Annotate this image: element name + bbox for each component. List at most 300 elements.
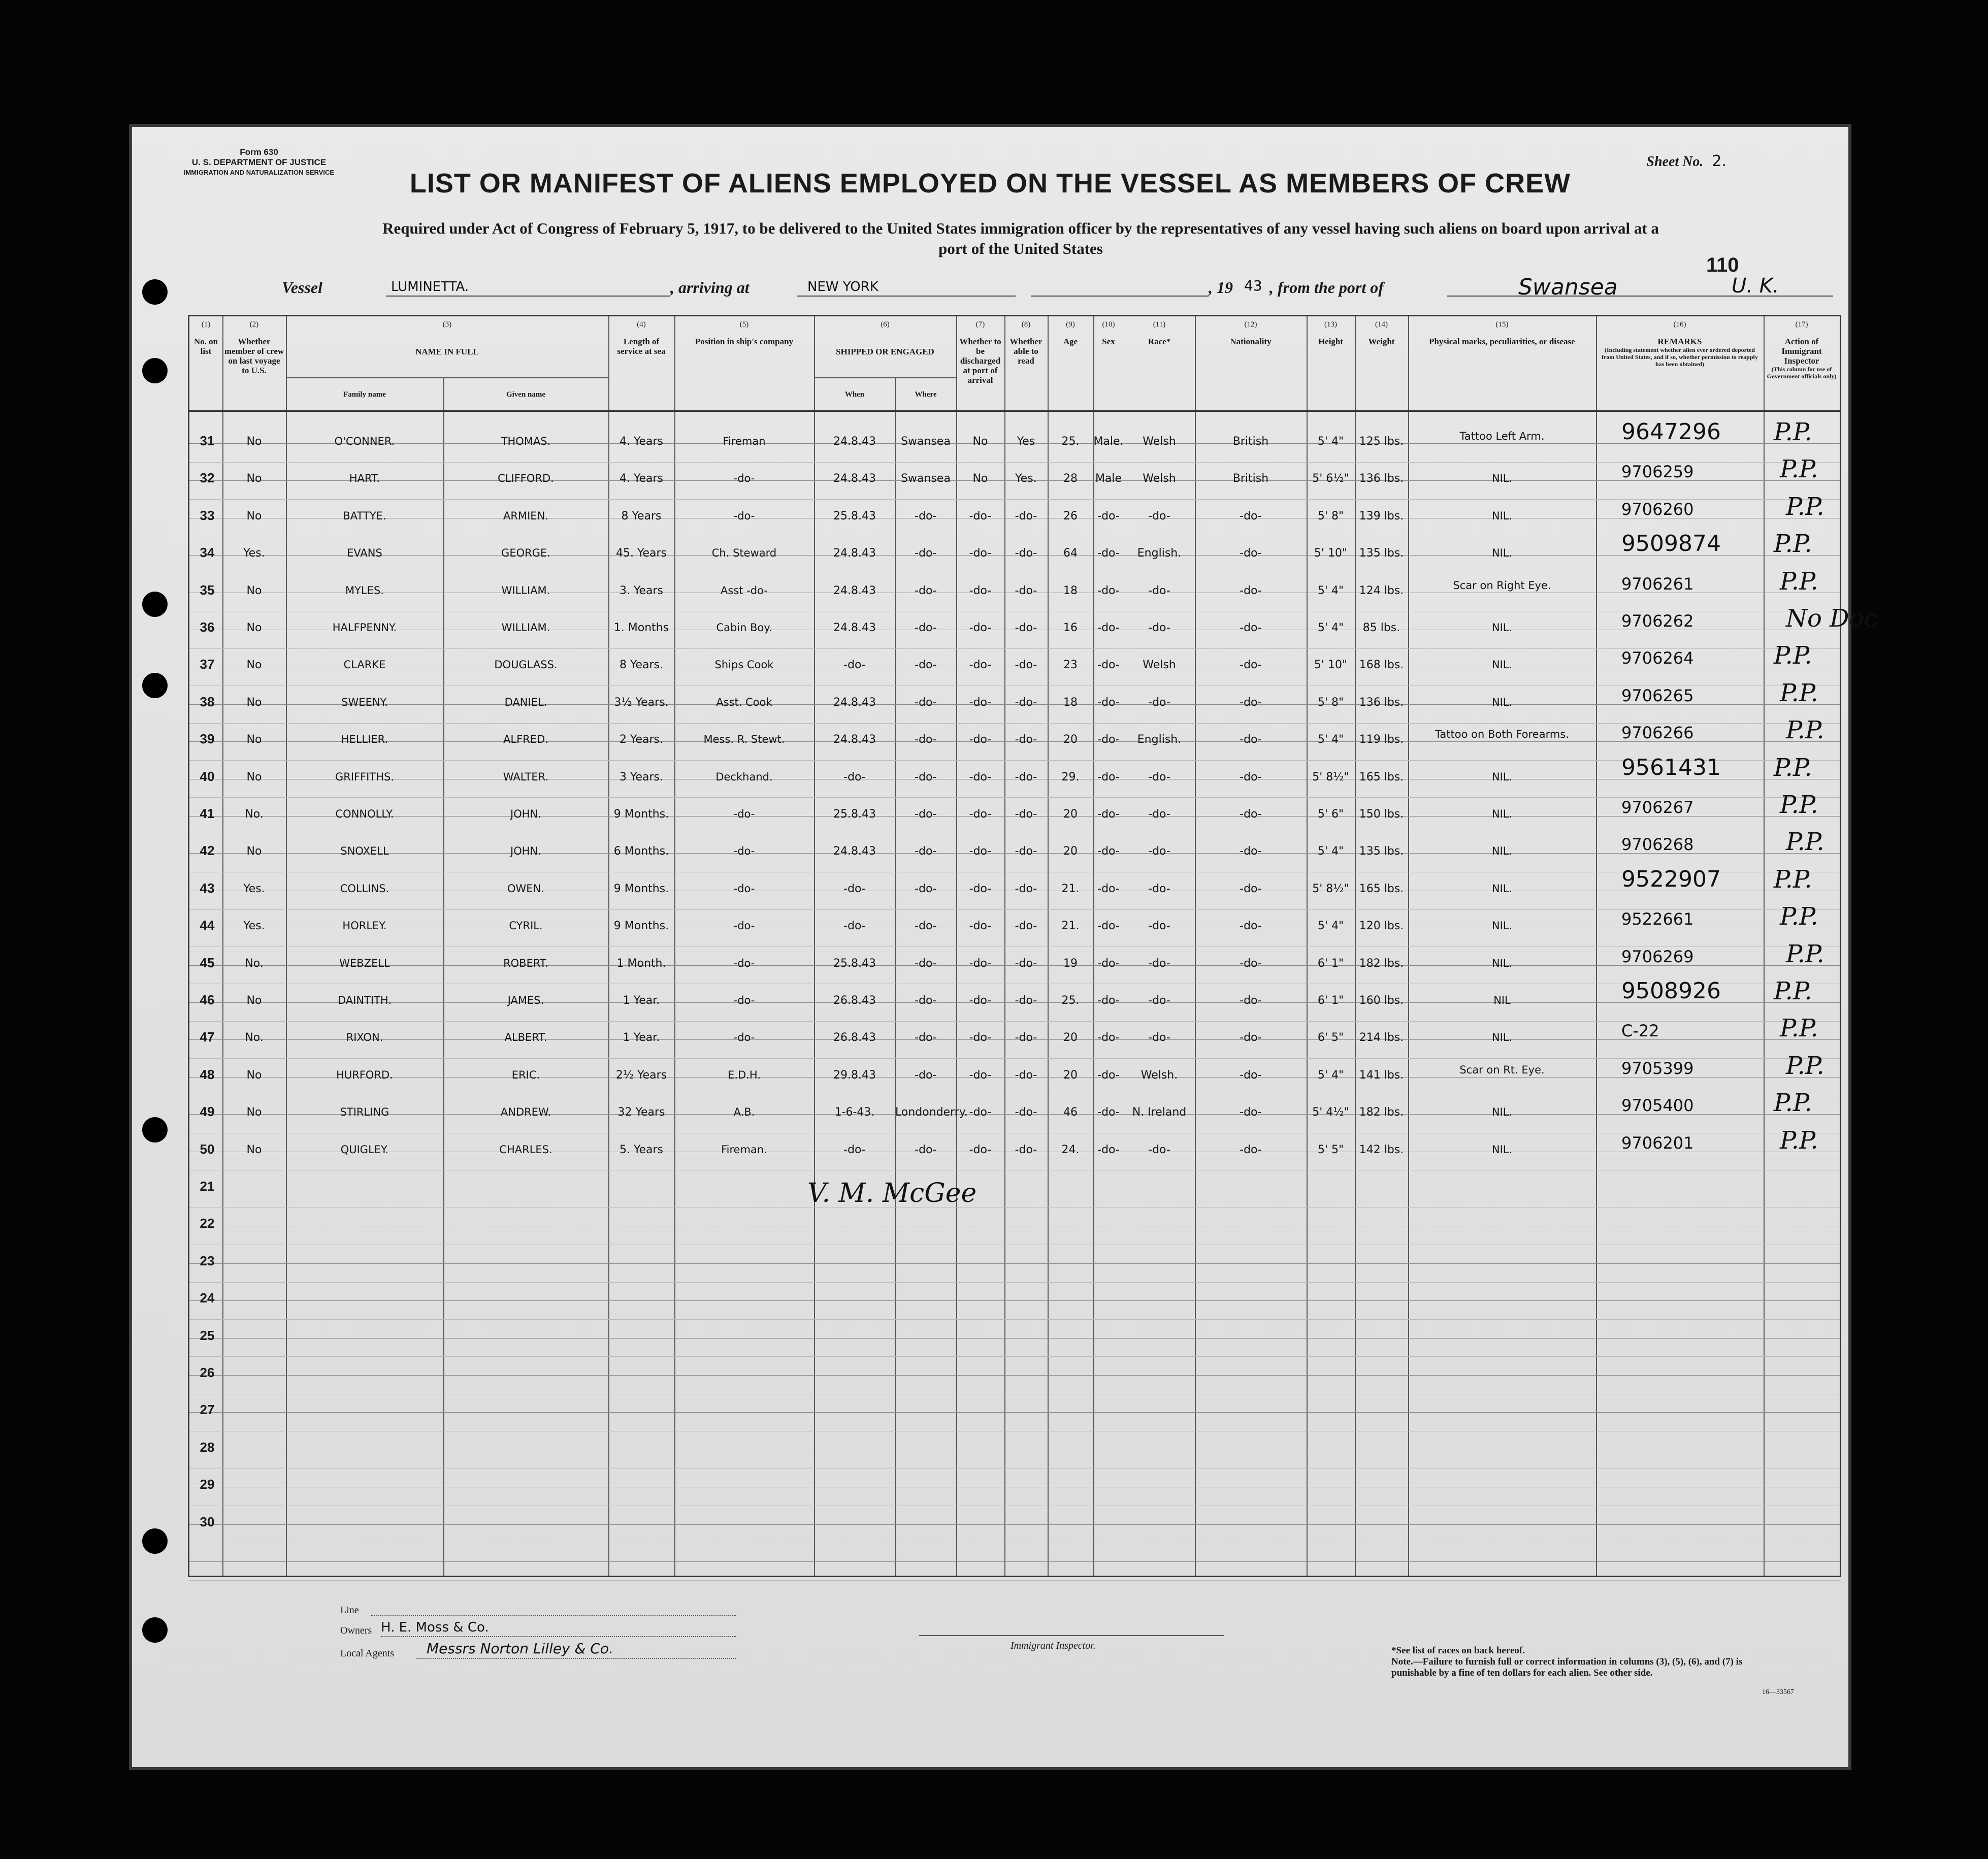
cell-nationality: -do-: [1240, 1106, 1262, 1119]
cell-age: 20: [1063, 1031, 1078, 1044]
column-header: NAME IN FULL: [415, 347, 479, 356]
cell-nationality: -do-: [1240, 883, 1262, 895]
departure-country: U. K.: [1732, 274, 1779, 298]
cell-discharge: -do-: [969, 808, 992, 821]
printer-code: 16—33567: [1762, 1688, 1794, 1696]
cell-remark: 9706269: [1621, 947, 1694, 966]
cell-age: 29.: [1061, 771, 1080, 784]
cell-read: -do-: [1015, 1031, 1037, 1044]
cell-family: WEBZELL: [339, 957, 390, 969]
cell-marks: NIL.: [1491, 771, 1513, 783]
subtitle-line-1: Required under Act of Congress of February 5, 1917, to be delivered to the United States immigration officer by the representatives of any vessel having such aliens on board upon arrival at a: [382, 219, 1659, 237]
cell-height: 5' 8": [1317, 510, 1344, 523]
cell-marks: NIL.: [1491, 547, 1513, 559]
cell-height: 5' 8½": [1312, 771, 1349, 784]
cell-prev: No: [246, 994, 262, 1007]
cell-inspector-action: P.P.: [1774, 530, 1812, 558]
cell-prev: No.: [245, 1031, 264, 1044]
cell-read: -do-: [1015, 957, 1037, 970]
cell-inspector-action: P.P.: [1786, 828, 1824, 856]
cell-nationality: -do-: [1240, 957, 1262, 970]
cell-service: 9 Months.: [613, 883, 669, 895]
column-number: (4): [637, 320, 646, 329]
cell-inspector-action: P.P.: [1780, 1014, 1818, 1042]
column-number: (11): [1153, 320, 1166, 329]
cell-read: -do-: [1015, 883, 1037, 895]
cell-position: -do-: [733, 920, 755, 932]
cell-family: HELLIER.: [341, 733, 388, 745]
cell-given: JAMES.: [507, 994, 544, 1006]
cell-weight: 182 lbs.: [1359, 957, 1404, 970]
cell-race: -do-: [1148, 808, 1170, 821]
cell-prev: No: [246, 584, 262, 597]
cell-height: 5' 4": [1317, 584, 1344, 597]
cell-nationality: -do-: [1240, 1031, 1262, 1044]
cell-family: RIXON.: [346, 1031, 383, 1043]
cell-sex: -do-: [1097, 920, 1120, 932]
cell-marks: NIL.: [1491, 883, 1513, 895]
row-number: 26: [200, 1365, 215, 1380]
cell-given: ARMIEN.: [503, 510, 548, 522]
cell-where: Swansea: [901, 472, 951, 485]
cell-weight: 182 lbs.: [1359, 1106, 1404, 1119]
column-header: Physical marks, peculiarities, or disease: [1429, 337, 1575, 346]
cell-prev: No: [246, 733, 262, 746]
cell-weight: 124 lbs.: [1359, 584, 1404, 597]
cell-marks: NIL.: [1491, 957, 1513, 969]
remarks-instruction: (Including statement whether alien ever ordered deported from United States, and if so, whether permission to reapply has been obtained): [1602, 346, 1758, 368]
row-number: 28: [200, 1440, 215, 1455]
cell-read: -do-: [1015, 547, 1037, 560]
cell-age: 24.: [1061, 1144, 1080, 1156]
cell-remark: 9509874: [1621, 531, 1721, 557]
cell-given: WILLIAM.: [501, 584, 550, 597]
owners-label: Owners: [340, 1625, 372, 1636]
cell-where: -do-: [915, 659, 937, 671]
cell-race: -do-: [1148, 622, 1170, 634]
races-note: *See list of races on back hereof.: [1391, 1645, 1525, 1656]
cell-race: -do-: [1148, 920, 1170, 932]
cell-discharge: -do-: [969, 883, 992, 895]
cell-marks: NIL.: [1491, 472, 1513, 484]
cell-discharge: -do-: [969, 659, 992, 671]
cell-family: DAINTITH.: [337, 994, 392, 1006]
column-number: (15): [1495, 320, 1509, 329]
cell-marks: Tattoo on Both Forearms.: [1435, 728, 1569, 740]
cell-service: 1 Year.: [623, 994, 660, 1007]
cell-remark: 9706261: [1621, 574, 1694, 594]
cell-marks: NIL.: [1491, 696, 1513, 708]
row-number: 34: [200, 545, 215, 560]
cell-age: 28: [1063, 472, 1078, 485]
cell-service: 9 Months.: [613, 808, 669, 821]
cell-family: MYLES.: [345, 584, 384, 597]
cell-where: Swansea: [901, 435, 951, 448]
cell-inspector-action: P.P.: [1786, 940, 1824, 968]
line-label: Line: [340, 1605, 359, 1616]
inspector-label: Immigrant Inspector.: [1011, 1640, 1096, 1651]
cell-where: -do-: [915, 957, 937, 970]
row-number: 25: [200, 1328, 215, 1343]
cell-weight: 168 lbs.: [1359, 659, 1404, 671]
cell-family: QUIGLEY.: [340, 1144, 389, 1156]
cell-family: HALFPENNY.: [332, 622, 397, 634]
cell-position: -do-: [733, 1031, 755, 1043]
cell-when: 24.8.43: [833, 845, 876, 858]
cell-marks: NIL.: [1491, 920, 1513, 932]
cell-when: 1-6-43.: [834, 1106, 875, 1119]
cell-remark: 9705399: [1621, 1059, 1694, 1078]
cell-position: -do-: [733, 845, 755, 857]
column-header: Action of Immigrant Inspector (This column for use of Government officials only): [1765, 337, 1838, 380]
sub-column-header: Where: [915, 390, 937, 399]
cell-height: 6' 1": [1317, 957, 1344, 970]
cell-discharge: -do-: [969, 733, 992, 746]
row-number: 49: [200, 1104, 215, 1119]
cell-given: ALFRED.: [503, 733, 548, 745]
cell-given: JOHN.: [510, 808, 541, 820]
cell-given: GEORGE.: [501, 547, 550, 559]
cell-remark: 9561431: [1621, 755, 1721, 780]
column-number: (6): [881, 320, 890, 329]
agents-value: Messrs Norton Lilley & Co.: [427, 1640, 613, 1657]
cell-sex: -do-: [1097, 622, 1120, 634]
row-number: 30: [200, 1514, 215, 1529]
vessel-label: Vessel: [282, 278, 322, 297]
cell-family: HART.: [349, 472, 380, 484]
cell-height: 5' 10": [1314, 659, 1348, 671]
row-number: 41: [200, 806, 215, 821]
year-prefix: , 19: [1209, 278, 1233, 297]
cell-given: OWEN.: [507, 883, 544, 895]
row-number: 32: [200, 470, 215, 485]
cell-given: ERIC.: [511, 1069, 540, 1081]
cell-discharge: -do-: [969, 920, 992, 932]
cell-position: -do-: [733, 510, 755, 522]
cell-remark: 9522907: [1621, 866, 1721, 892]
cell-sex: -do-: [1097, 510, 1120, 523]
service-name: IMMIGRATION AND NATURALIZATION SERVICE: [183, 169, 335, 176]
cell-discharge: -do-: [969, 1031, 992, 1044]
cell-given: CHARLES.: [499, 1144, 552, 1156]
cell-sex: -do-: [1097, 547, 1120, 560]
cell-nationality: British: [1232, 435, 1269, 448]
cell-prev: No: [246, 696, 262, 709]
cell-where: -do-: [915, 733, 937, 746]
row-number: 27: [200, 1402, 215, 1417]
cell-race: English.: [1137, 733, 1182, 746]
cell-given: DANIEL.: [504, 696, 547, 708]
cell-sex: -do-: [1097, 584, 1120, 597]
cell-height: 5' 4": [1317, 1069, 1344, 1082]
cell-prev: No.: [245, 808, 264, 821]
cell-race: Welsh.: [1140, 1069, 1178, 1082]
column-number: (16): [1673, 320, 1686, 329]
cell-height: 5' 8½": [1312, 883, 1349, 895]
cell-remark: 9706268: [1621, 835, 1694, 854]
officer-signature: V. M. McGee: [807, 1178, 977, 1209]
cell-given: DOUGLASS.: [494, 659, 558, 671]
cell-weight: 136 lbs.: [1359, 472, 1404, 485]
cell-family: SWEENY.: [341, 696, 388, 708]
cell-discharge: -do-: [969, 622, 992, 634]
cell-race: -do-: [1148, 584, 1170, 597]
cell-given: JOHN.: [510, 845, 541, 857]
column-number: (14): [1375, 320, 1388, 329]
cell-given: WALTER.: [503, 771, 549, 783]
cell-where: -do-: [915, 920, 937, 932]
cell-marks: NIL.: [1491, 1031, 1513, 1043]
cell-where: -do-: [915, 510, 937, 523]
owners-value: H. E. Moss & Co.: [381, 1620, 489, 1635]
cell-weight: 214 lbs.: [1359, 1031, 1404, 1044]
cell-age: 25.: [1061, 435, 1080, 448]
cell-prev: No: [246, 1106, 262, 1119]
cell-race: Welsh: [1143, 472, 1176, 485]
column-header: REMARKS (Including statement whether alien ever ordered deported from United States, and if so, whether permission to reapply has been obtained): [1598, 337, 1762, 368]
column-header: No. on list: [193, 337, 218, 356]
cell-inspector-action: P.P.: [1774, 1089, 1812, 1117]
cell-race: English.: [1137, 547, 1182, 560]
row-number: 39: [200, 731, 215, 746]
cell-family: CLARKE: [343, 659, 386, 671]
cell-read: -do-: [1015, 733, 1037, 746]
cell-read: -do-: [1015, 510, 1037, 523]
cell-read: -do-: [1015, 696, 1037, 709]
column-number: (3): [442, 320, 452, 329]
column-number: (7): [975, 320, 985, 329]
cell-inspector-action: P.P.: [1774, 641, 1812, 670]
cell-position: Asst -do-: [721, 584, 768, 597]
cell-nationality: -do-: [1240, 1144, 1262, 1156]
cell-height: 5' 4": [1317, 435, 1344, 448]
cell-position: E.D.H.: [728, 1069, 761, 1081]
cell-race: -do-: [1148, 1031, 1170, 1044]
column-header: Nationality: [1230, 337, 1272, 346]
cell-age: 46: [1063, 1106, 1078, 1119]
cell-remark: 9706265: [1621, 686, 1694, 705]
cell-read: -do-: [1015, 584, 1037, 597]
cell-race: -do-: [1148, 845, 1170, 858]
cell-sex: -do-: [1097, 1031, 1120, 1044]
cell-age: 20: [1063, 733, 1078, 746]
department-name: U. S. DEPARTMENT OF JUSTICE: [191, 157, 327, 167]
cell-inspector-action: P.P.: [1780, 1126, 1818, 1155]
cell-age: 18: [1063, 584, 1078, 597]
stamped-page-number: 110: [1706, 254, 1739, 276]
cell-remark: 9706201: [1621, 1133, 1694, 1153]
cell-height: 5' 4": [1317, 622, 1344, 634]
cell-family: COLLINS.: [340, 883, 389, 895]
punch-hole: [142, 1617, 168, 1643]
cell-inspector-action: P.P.: [1774, 977, 1812, 1005]
cell-prev: No.: [245, 957, 264, 970]
cell-prev: No: [246, 622, 262, 634]
row-number: 36: [200, 619, 215, 635]
cell-position: Ch. Steward: [711, 547, 777, 559]
cell-read: -do-: [1015, 808, 1037, 821]
cell-discharge: -do-: [969, 1144, 992, 1156]
cell-when: 24.8.43: [833, 733, 876, 746]
cell-sex: -do-: [1097, 771, 1120, 784]
cell-discharge: -do-: [969, 584, 992, 597]
cell-nationality: -do-: [1240, 584, 1262, 597]
manifest-page: [132, 127, 1878, 1767]
subtitle-line-2: port of the United States: [938, 240, 1103, 257]
row-number: 21: [200, 1179, 215, 1194]
row-number: 22: [200, 1216, 215, 1231]
cell-service: 1 Month.: [616, 957, 666, 970]
punch-hole: [142, 1528, 168, 1554]
cell-marks: NIL.: [1491, 1144, 1513, 1156]
cell-inspector-action: P.P.: [1780, 455, 1818, 483]
form-number: Form 630: [240, 147, 278, 157]
cell-read: -do-: [1015, 1069, 1037, 1082]
cell-age: 21.: [1061, 883, 1080, 895]
column-number: (8): [1021, 320, 1031, 329]
cell-given: CYRIL.: [509, 920, 543, 932]
column-header: SHIPPED OR ENGAGED: [836, 347, 934, 356]
departure-port: Swansea: [1518, 274, 1618, 300]
cell-remark: 9706259: [1621, 462, 1694, 481]
cell-nationality: -do-: [1240, 1069, 1262, 1082]
cell-height: 6' 5": [1317, 1031, 1344, 1044]
cell-service: 32 Years: [617, 1106, 665, 1119]
cell-sex: -do-: [1097, 659, 1120, 671]
cell-when: 24.8.43: [833, 622, 876, 634]
cell-marks: NIL.: [1491, 808, 1513, 820]
column-number: (9): [1066, 320, 1075, 329]
cell-position: Fireman.: [721, 1144, 767, 1156]
cell-read: -do-: [1015, 1144, 1037, 1156]
cell-discharge: -do-: [969, 994, 992, 1007]
cell-inspector-action: P.P.: [1774, 418, 1812, 446]
cell-race: -do-: [1148, 994, 1170, 1007]
cell-remark: 9647296: [1621, 419, 1721, 445]
row-number: 46: [200, 992, 215, 1007]
cell-where: -do-: [915, 1031, 937, 1044]
cell-position: Fireman: [723, 435, 766, 447]
cell-weight: 141 lbs.: [1359, 1069, 1404, 1082]
column-number: (13): [1324, 320, 1337, 329]
cell-marks: NIL.: [1491, 659, 1513, 671]
cell-read: -do-: [1015, 845, 1037, 858]
cell-nationality: -do-: [1240, 920, 1262, 932]
cell-family: HURFORD.: [336, 1069, 393, 1081]
cell-age: 20: [1063, 808, 1078, 821]
cell-prev: Yes.: [243, 920, 265, 932]
cell-marks: Tattoo Left Arm.: [1459, 430, 1545, 442]
cell-family: EVANS: [347, 547, 382, 559]
cell-race: -do-: [1148, 1144, 1170, 1156]
cell-age: 20: [1063, 1069, 1078, 1082]
cell-service: 45. Years: [615, 547, 667, 560]
cell-when: 26.8.43: [833, 994, 876, 1007]
cell-service: 1. Months: [613, 622, 669, 634]
footer-note: [1391, 1645, 1757, 1679]
cell-service: 8 Years: [621, 510, 662, 523]
cell-remark: 9706262: [1621, 611, 1694, 631]
punch-hole: [142, 592, 168, 617]
cell-read: -do-: [1015, 659, 1037, 671]
cell-service: 2½ Years: [615, 1069, 667, 1082]
cell-race: -do-: [1148, 883, 1170, 895]
row-number: 38: [200, 694, 215, 709]
cell-remark: 9522661: [1621, 909, 1694, 929]
cell-remark: 9706260: [1621, 500, 1694, 519]
cell-position: -do-: [733, 957, 755, 969]
cell-prev: Yes.: [243, 547, 265, 560]
cell-discharge: No: [972, 472, 988, 485]
cell-age: 64: [1063, 547, 1078, 560]
cell-prev: No: [246, 435, 262, 448]
cell-prev: Yes.: [243, 883, 265, 895]
column-number: (1): [201, 320, 211, 329]
cell-nationality: British: [1232, 472, 1269, 485]
cell-weight: 139 lbs.: [1359, 510, 1404, 523]
agents-label: Local Agents: [340, 1648, 395, 1659]
column-number: (17): [1795, 320, 1808, 329]
cell-service: 6 Months.: [613, 845, 669, 858]
cell-position: Mess. R. Stewt.: [703, 733, 785, 745]
cell-remark: 9706267: [1621, 798, 1694, 817]
cell-prev: No: [246, 845, 262, 858]
inspector-instruction: (This column for use of Government officials only): [1767, 366, 1837, 380]
cell-position: Deckhand.: [715, 771, 773, 783]
cell-given: THOMAS.: [501, 435, 551, 447]
cell-read: Yes.: [1015, 472, 1037, 485]
cell-discharge: -do-: [969, 696, 992, 709]
cell-read: -do-: [1015, 1106, 1037, 1119]
cell-height: 5' 8": [1317, 696, 1344, 709]
cell-discharge: -do-: [969, 957, 992, 970]
cell-weight: 160 lbs.: [1359, 994, 1404, 1007]
cell-nationality: -do-: [1240, 622, 1262, 634]
cell-discharge: -do-: [969, 510, 992, 523]
cell-where: -do-: [915, 1144, 937, 1156]
cell-nationality: -do-: [1240, 659, 1262, 671]
cell-height: 5' 6": [1317, 808, 1344, 821]
cell-marks: NIL.: [1491, 1106, 1513, 1118]
cell-age: 26: [1063, 510, 1078, 523]
cell-age: 23: [1063, 659, 1078, 671]
cell-inspector-action: P.P.: [1774, 754, 1812, 782]
row-number: 31: [200, 433, 215, 448]
cell-marks: NIL.: [1491, 845, 1513, 857]
cell-weight: 119 lbs.: [1359, 733, 1404, 746]
cell-height: 5' 10": [1314, 547, 1348, 560]
column-header: Sex: [1102, 337, 1115, 346]
cell-inspector-action: P.P.: [1780, 902, 1818, 931]
cell-age: 16: [1063, 622, 1078, 634]
cell-inspector-action: P.P.: [1774, 865, 1812, 894]
cell-prev: No: [246, 771, 262, 784]
cell-when: -do-: [843, 883, 866, 895]
cell-where: -do-: [915, 622, 937, 634]
row-number: 44: [200, 918, 215, 933]
cell-race: Welsh: [1143, 659, 1176, 671]
cell-position: -do-: [733, 883, 755, 895]
punch-hole: [142, 358, 168, 383]
cell-nationality: -do-: [1240, 696, 1262, 709]
column-header: Whether able to read: [1009, 337, 1042, 366]
cell-nationality: -do-: [1240, 808, 1262, 821]
column-header: Weight: [1368, 337, 1395, 346]
cell-prev: No: [246, 510, 262, 523]
cell-position: A.B.: [733, 1106, 755, 1118]
arriving-label: , arriving at: [670, 278, 749, 297]
row-number: 42: [200, 843, 215, 858]
